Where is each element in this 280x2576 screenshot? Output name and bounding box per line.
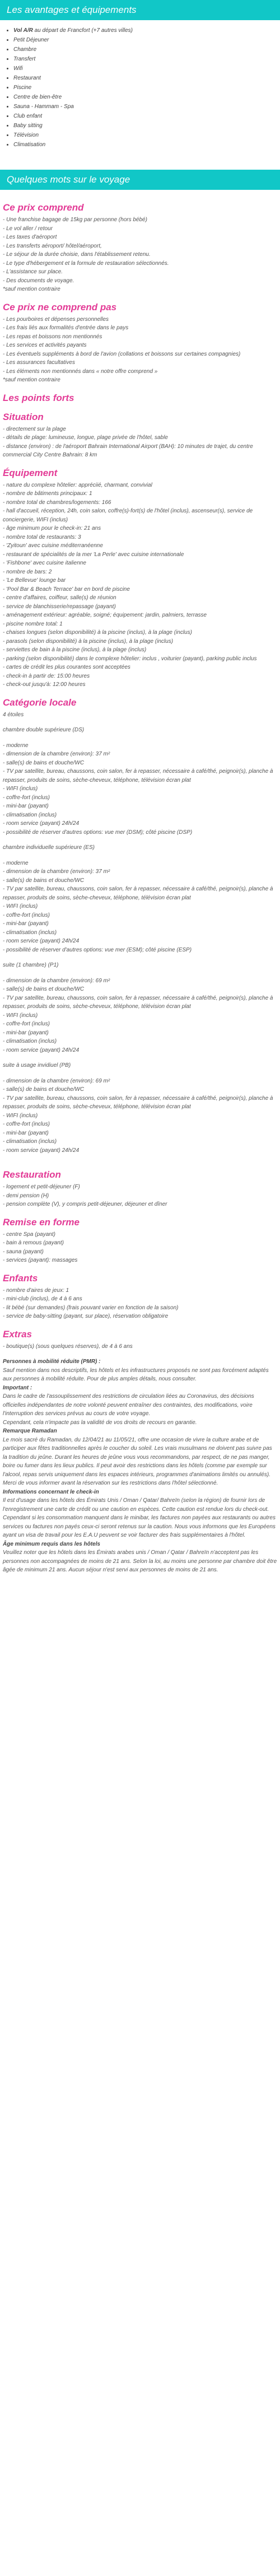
situation-list	[3, 425, 277, 460]
restauration-title: Restauration	[3, 1169, 61, 1180]
advantage-item	[13, 111, 280, 121]
equipment-list	[3, 481, 277, 689]
room-feature-line: - climatisation (inclus)	[3, 1138, 57, 1145]
room-feature-line: - climatisation (inclus)	[3, 1038, 57, 1044]
advantage-item	[13, 45, 280, 54]
excludes-line: - Les frais liés aux formalités d'entrée dans le pays	[3, 325, 129, 331]
room-feature-line: - salle(s) de bains et douche/WC	[3, 1086, 85, 1093]
includes-line: - Le séjour de la durée choisie, dans l'établissement retenu.	[3, 251, 151, 258]
room-feature-line: - mini-bar (payant)	[3, 921, 49, 927]
strengths-title: Les points forts	[3, 392, 74, 403]
trip-banner-title: Quelques mots sur le voyage	[7, 174, 130, 185]
extras-list	[3, 1342, 277, 1351]
note-heading-text: Important :	[3, 1384, 32, 1391]
excludes-line: - Les éléments non mentionnés dans « notre offre comprend »	[3, 368, 158, 375]
includes-line: - Des documents de voyage.	[3, 277, 74, 284]
fitness-line: - centre Spa (payant)	[3, 1231, 55, 1238]
situation-title: Situation	[3, 411, 44, 422]
excludes-list	[3, 315, 277, 385]
room-feature-line: - TV par satellite, bureau, chaussons, coin salon, fer à repasser, nécessaire à café/thé, peignoir(s), planche à repasser, produits de soins, sèche-cheveux, téléphone, télévision écran plat	[3, 768, 273, 783]
room-feature-line: - dimension de la chambre (environ): 37 m²	[3, 751, 110, 757]
equipment-line: - nombre total de chambres/logements: 166	[3, 499, 111, 506]
fitness-line: - bain à remous (payant)	[3, 1240, 64, 1246]
category-title: Catégorie locale	[3, 697, 77, 708]
advantage-item	[13, 130, 280, 140]
extras-title: Extras	[3, 1328, 32, 1340]
advantage-item-label: Sauna - Hammam - Spa	[13, 104, 74, 110]
room-feature-line: - WIFI (inclus)	[3, 786, 38, 792]
room-feature-line: - mini-bar (payant)	[3, 803, 49, 809]
room-feature-line: - room service (payant) 24h/24	[3, 1047, 80, 1053]
advantage-item-label: Centre de bien-être	[13, 94, 62, 100]
room-feature-line: - salle(s) de bains et douche/WC	[3, 986, 85, 992]
equipment-line: - service de blanchisserie/repassage (payant)	[3, 603, 116, 610]
room-feature-line: - climatisation (inclus)	[3, 929, 57, 936]
includes-title: Ce prix comprend	[3, 202, 84, 213]
advantage-item-label: Piscine	[13, 85, 32, 91]
equipment-line: - nombre de bâtiments principaux: 1	[3, 491, 92, 497]
room-feature-line: - mini-bar (payant)	[3, 1130, 49, 1136]
advantage-item-label: Petit Déjeuner	[13, 37, 49, 43]
excludes-line: - Les pourboires et dépenses personnelles	[3, 316, 109, 323]
advantages-list	[0, 26, 280, 150]
note-heading-text: Informations concernant le check-in	[3, 1488, 99, 1495]
equipment-line: - parasols (selon disponibilité) à la piscine (inclus), à la plage (inclus)	[3, 638, 174, 645]
advantage-item-label: Restaurant	[13, 75, 41, 81]
fitness-line: - services (payant): massages	[3, 1257, 78, 1263]
note-heading	[3, 1427, 277, 1436]
room-feature-line: - room service (payant) 24h/24	[3, 1147, 80, 1154]
room-feature-line: - dimension de la chambre (environ): 37 m²	[3, 869, 110, 875]
room-feature-line: - moderne	[3, 742, 29, 749]
room-feature-line: - TV par satellite, bureau, chaussons, coin salon, fer à repasser, nécessaire à café/thé, peignoir(s), planche à repasser, produits de soins, sèche-cheveux, téléphone, télévision écran plat	[3, 1095, 273, 1110]
equipment-line: - piscine nombre total: 1	[3, 620, 63, 627]
advantage-item	[13, 83, 280, 92]
advantage-item-label: Climatisation	[13, 142, 46, 148]
room-feature-line: - salle(s) de bains et douche/WC	[3, 759, 85, 766]
note-body: Cependant, cela n'impacte pas la validité de vos droits de recours en garantie.	[3, 1419, 197, 1426]
trip-banner	[0, 170, 280, 190]
includes-list	[3, 216, 277, 294]
children-title: Enfants	[3, 1272, 38, 1284]
equipment-line: - âge minimum pour le check-in: 21 ans	[3, 525, 101, 531]
room-feature-line: - moderne	[3, 860, 29, 866]
note-text	[3, 1436, 277, 1488]
note-heading-text: Remarque Ramadan	[3, 1428, 57, 1434]
room-feature-line: - room service (payant) 24h/24	[3, 938, 80, 944]
excludes-title: Ce prix ne comprend pas	[3, 301, 117, 312]
equipment-title: Équipement	[3, 467, 58, 478]
equipment-line: - parking (selon disponibilité) dans le complexe hôtelier: inclus , voiturier (payant), parking public inclus	[3, 655, 257, 662]
room-name: suite (1 chambre) (P1)	[3, 962, 59, 968]
advantages-banner-title: Les avantages et équipements	[7, 4, 137, 15]
room-feature-line: - WIFI (inclus)	[3, 1012, 38, 1019]
equipment-line: - 'Pool Bar & Beach Terrace' bar en bord de piscine	[3, 586, 130, 592]
equipment-line: - check-out jusqu'à: 12:00 heures	[3, 682, 86, 688]
includes-line: - Le vol aller / retour	[3, 225, 53, 232]
room-feature-line: - WIFI (inclus)	[3, 903, 38, 909]
fitness-list	[3, 1230, 277, 1265]
extras-line: - boutique(s) (sous quelques réserves), de 4 à 6 ans	[3, 1343, 133, 1350]
room-feature-line: - coffre-fort (inclus)	[3, 1121, 50, 1127]
excludes-line: - Les repas et boissons non mentionnés	[3, 333, 102, 340]
advantage-item-label: au départ de Francfort (+7 autres villes)	[32, 27, 133, 34]
includes-line: *sauf mention contraire	[3, 286, 60, 292]
note-text	[3, 1418, 277, 1427]
advantage-item	[13, 92, 280, 102]
notes-section	[3, 1357, 277, 1575]
equipment-line: - centre d'affaires, coiffeur, salle(s) de réunion	[3, 595, 116, 601]
fitness-line: - sauna (payant)	[3, 1248, 44, 1255]
equipment-line: - 'Fishbone' avec cuisine italienne	[3, 560, 86, 566]
children-line: - service de baby-sitting (payant, sur place), réservation obligatoire	[3, 1313, 169, 1319]
restauration-line: - logement et petit-déjeuner (F)	[3, 1184, 80, 1190]
trip-content	[0, 190, 280, 1575]
note-body: Le mois sacré du Ramadan, du 12/04/21 au 11/05/21, offre une occasion de vivre la culture arabe et de participer aux fêtes traditionnelles après le coucher du soleil. Les vrais musulmans ne doivent pas suivre pas la tradition du jeûne. Durant les heures de jeûne vous vous recommandons, par respect, de ne pas manger, boire ou fumer dans les lieux publics. Il peut avoir des restrictions dans les hôtels (comme par exemple sur l'alcool, repas servis uniquement dans les espaces intérieurs, programmes d'animations limités ou annulés). Merci de vous informer avant la réservation sur les restrictions dans l'hôtel sélectionné.	[3, 1436, 272, 1486]
category-value: 4 étoiles	[3, 711, 24, 718]
situation-line: - détails de plage: lumineuse, longue, plage privée de l'hôtel, sable	[3, 435, 168, 441]
advantage-item-label: Transfert	[13, 56, 36, 62]
advantage-item	[13, 54, 280, 64]
room-feature-line: - dimension de la chambre (environ): 69 m²	[3, 1077, 110, 1084]
room-feature-line: - coffre-fort (inclus)	[3, 912, 50, 918]
note-text	[3, 1392, 277, 1418]
room-feature-line: - WIFI (inclus)	[3, 1112, 38, 1119]
room-name: chambre individuelle supérieure (ES)	[3, 844, 95, 851]
advantage-item	[13, 35, 280, 45]
note-text	[3, 1366, 277, 1384]
includes-line: - L'assistance sur place.	[3, 269, 63, 275]
equipment-line: - 'Zyitoun' avec cuisine méditerranéenne	[3, 543, 103, 549]
note-heading	[3, 1488, 277, 1497]
excludes-line: - Les éventuels suppléments à bord de l'avion (collations et boissons sur certaines compagnies)	[3, 351, 241, 357]
includes-line: - Les transferts aéroport/ hôtel/aéroport,	[3, 242, 102, 249]
includes-line: - Les taxes d'aéroport	[3, 234, 57, 240]
note-body: Dans le cadre de l'assouplissement des restrictions de circulation liées au Coronavirus, des décisions officielles indépendantes de notre volonté peuvent entraîner des contraintes, des modifications, voire l'interruption des services prévus au cours de votre voyage.	[3, 1393, 254, 1417]
children-line: - lit bébé (sur demandes) (frais pouvant varier en fonction de la saison)	[3, 1304, 179, 1311]
advantage-item	[13, 140, 280, 150]
advantage-item-label: Baby sitting	[13, 123, 43, 129]
restauration-line: - pension complète (V), y compris petit-déjeuner, déjeuner et dîner	[3, 1201, 167, 1207]
note-heading	[3, 1540, 277, 1549]
room-feature-line: - mini-bar (payant)	[3, 1029, 49, 1036]
room-feature-line: - TV par satellite, bureau, chaussons, coin salon, fer à repasser, nécessaire à café/thé, peignoir(s), planche à repasser, produits de soins, sèche-cheveux, téléphone, télévision écran plat	[3, 886, 273, 901]
includes-line: - Le type d'hébergement et la formule de restauration sélectionnés.	[3, 260, 169, 267]
equipment-line: - restaurant de spécialités de la mer 'La Perle' avec cuisine internationale	[3, 551, 184, 558]
room-feature-line: - dimension de la chambre (environ): 69 m²	[3, 977, 110, 984]
children-list	[3, 1286, 277, 1321]
restauration-line: - demi pension (H)	[3, 1192, 49, 1199]
equipment-line: - nature du complexe hôtelier: appréciié, charmant, convivial	[3, 482, 152, 488]
room-name: suite à usage invidiuel (PB)	[3, 1062, 71, 1068]
room-feature-line: - salle(s) de bains et douche/WC	[3, 877, 85, 884]
advantage-item-label: Chambre	[13, 46, 37, 53]
advantage-item	[13, 102, 280, 111]
room-feature-line: - possibilité de réserver d'autres options: vue mer (DSM); côté piscine (DSP)	[3, 829, 193, 836]
advantage-item	[13, 73, 280, 83]
equipment-line: - 'Le Bellevue' lounge bar	[3, 577, 66, 584]
note-text	[3, 1548, 277, 1575]
children-line: - mini-club (inclus), de 4 à 6 ans	[3, 1296, 82, 1302]
room-feature-line: - room service (payant) 24h/24	[3, 820, 80, 827]
room-name: chambre double supérieure (DS)	[3, 727, 85, 733]
equipment-line: - nombre de bars: 2	[3, 568, 52, 575]
room-feature-line: - TV par satellite, bureau, chaussons, coin salon, fer à repasser, nécessaire à café/thé, peignoir(s), planche à repasser, produits de soins, sèche-cheveux, téléphone, télévision écran plat	[3, 995, 273, 1010]
note-body: Il est d'usage dans les hôtels des Émirats Unis / Oman / Qatar/ Bahreïn (selon la région) de fournir lors de l'enregistrement une carte de crédit ou une caution en espèces. Cette caution est rendue lors du check-out. Cependant si les consommation manquent dans le minibar, les factures non payées aux restaurants ou autres services ou factures non payés ceux-ci seront retenus sur la caution. Nous vous informons que les Européens ayant un visa de travail pour les E.A.U peuvent se voir facturer des frais supplémentaires à l'hôtel.	[3, 1497, 276, 1538]
note-body: Veuillez noter que les hôtels dans les Émirats arabes unis / Oman / Qatar / Bahreïn n'acceptent pas les personnes non accompagnées de moins de 21 ans. Selon la loi, au moins une personne par chambre doit être âgée de minimum 21 ans. Aucun séjour n'est servi aux personnes de moins de 21 ans.	[3, 1550, 277, 1573]
room-feature-line: - coffre-fort (inclus)	[3, 1021, 50, 1027]
advantage-item	[13, 121, 280, 130]
advantage-item-bold: Vol A/R	[13, 27, 33, 34]
note-heading-text: Âge minimum requis dans les hôtels	[3, 1541, 100, 1547]
situation-line: - directement sur la plage	[3, 426, 66, 432]
includes-line: - Une franchise bagage de 15kg par personne (hors bébé)	[3, 217, 147, 223]
excludes-line: - Les services et activités payants	[3, 342, 87, 348]
excludes-line: - Les assurances facultatives	[3, 360, 75, 366]
note-heading	[3, 1384, 277, 1393]
room-feature-line: - climatisation (inclus)	[3, 811, 57, 818]
children-line: - nombre d'aires de jeux: 1	[3, 1287, 69, 1294]
note-heading	[3, 1357, 277, 1366]
situation-line: - distance (environ) : de l'aéroport Bahrain International Airport (BAH): 10 minutes de trajet, du centre commercial City Centre Bahrain: 8 km	[3, 443, 253, 458]
equipment-line: - serviettes de bain à la piscine (inclus), à la plage (inclus)	[3, 647, 147, 653]
room-feature-line: - possibilité de réserver d'autres options: vue mer (ESM); côté piscine (ESP)	[3, 946, 192, 953]
equipment-line: - hall d'accueil, réception, 24h, coin salon, coffre(s)-fort(s) de l'hôtel (inclus), ascenseur(s), service de conciergerie, WIFI (inclus)	[3, 508, 253, 523]
note-text	[3, 1496, 277, 1540]
equipment-line: - cartes de crédit les plus courantes sont acceptées	[3, 664, 130, 670]
note-heading-text: Personnes à mobilité réduite (PMR) :	[3, 1359, 101, 1365]
advantage-item-label: Télévision	[13, 132, 39, 138]
advantage-item	[13, 26, 280, 35]
advantage-item	[13, 64, 280, 73]
restauration-list	[3, 1183, 277, 1209]
advantages-banner	[0, 0, 280, 20]
excludes-line: *sauf mention contraire	[3, 377, 60, 383]
advantage-item-label: Wifi	[13, 66, 23, 72]
advantage-item-label: Club enfant	[13, 113, 43, 119]
equipment-line: - nombre total de restaurants: 3	[3, 534, 81, 540]
equipment-line: - chaises longues (selon disponibilité) à la piscine (inclus), à la plage (inclus)	[3, 629, 192, 636]
equipment-line: - check-in à partir de: 15:00 heures	[3, 673, 90, 679]
fitness-title: Remise en forme	[3, 1216, 80, 1228]
equipment-line: - aménagement extérieur: agréable, soigné; équipement: jardin, palmiers, terrasse	[3, 612, 207, 618]
note-body: Sauf mention dans nos descriptifs, les hôtels et les infrastructures proposés ne sont pas forcément adaptés aux personnes à mobilité réduite. Pour de plus amples détails, nous consulter.	[3, 1367, 269, 1382]
rooms-section	[3, 726, 277, 1161]
room-feature-line: - coffre-fort (inclus)	[3, 794, 50, 801]
